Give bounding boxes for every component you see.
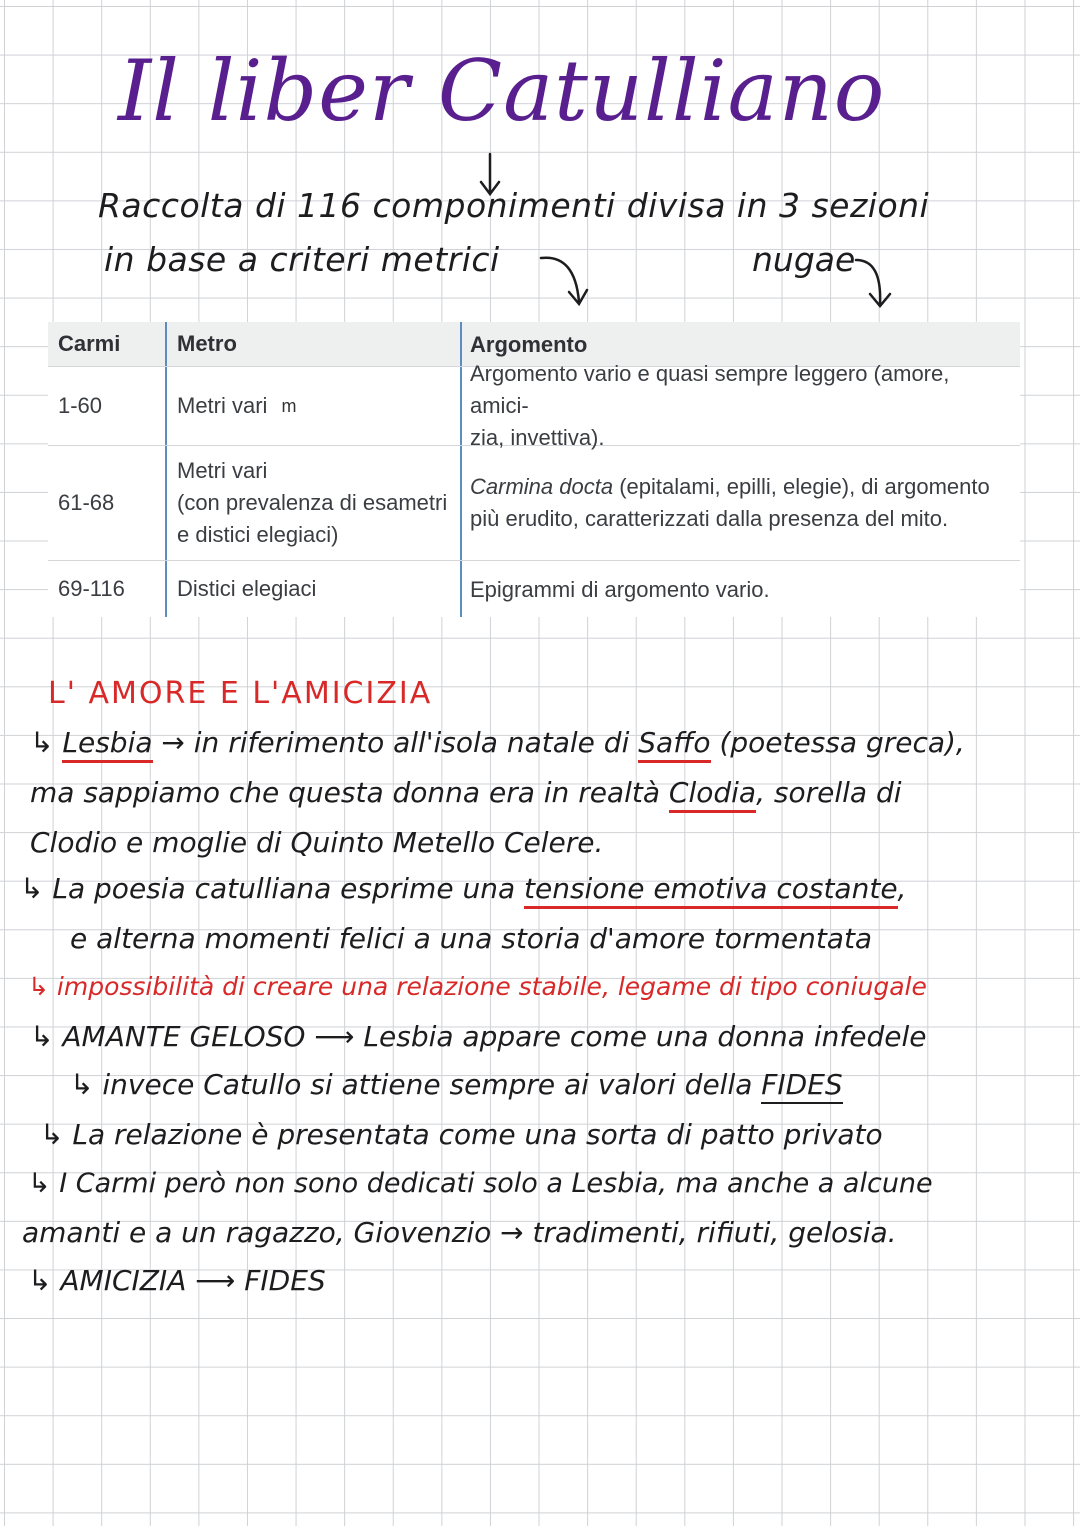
metro-line: Metri vari	[177, 458, 268, 483]
keyword-tensione: tensione emotiva costante	[524, 872, 898, 909]
keyword-lesbia: Lesbia	[62, 726, 152, 763]
note-line: e alterna momenti felici a una storia d'amore tormentata	[70, 922, 873, 955]
note-text: I Carmi però non sono dedicati solo a Lesbia, ma anche a alcune	[59, 1168, 933, 1199]
note-line	[28, 972, 927, 1001]
note-line	[70, 1068, 843, 1101]
note-line	[30, 726, 965, 759]
m-mark-icon: m	[281, 395, 297, 416]
note-text: ,	[897, 872, 907, 905]
cell-carmi: 69-116	[58, 576, 125, 601]
section-heading: L' AMORE E L'AMICIZIA	[48, 676, 433, 711]
hook-arrow-icon: ↳	[28, 972, 49, 1001]
note-line: Clodio e moglie di Quinto Metello Celere.	[30, 826, 604, 859]
cell-metro	[165, 367, 460, 445]
cell-metro	[165, 446, 460, 560]
metro-line: e distici elegiaci)	[177, 522, 339, 547]
note-line	[20, 872, 906, 905]
note-line	[40, 1118, 883, 1151]
hook-arrow-icon: ↳	[28, 1168, 51, 1199]
argomento-line: Argomento vario e quasi sempre leggero (amore, amici-	[470, 361, 950, 418]
cell-carmi: 61-68	[58, 490, 115, 515]
intro-note-nugae: nugae	[752, 240, 856, 279]
note-text: impossibilità di creare una relazione stabile, legame di tipo coniugale	[56, 972, 927, 1001]
curved-arrow-icon	[535, 250, 591, 312]
argomento-rest: (epitalami, epilli, elegie), di argomento	[613, 474, 990, 499]
header-metro: Metro	[165, 322, 460, 366]
argomento-emph: Carmina docta	[470, 474, 614, 499]
note-text: → in riferimento all'isola natale di	[152, 726, 639, 759]
note-line	[28, 1168, 933, 1199]
keyword-saffo: Saffo	[638, 726, 710, 763]
hook-arrow-icon: ↳	[20, 872, 44, 905]
note-line	[30, 1020, 926, 1053]
note-text: (poetessa greca),	[710, 726, 965, 759]
note-text: La relazione è presentata come una sorta di patto privato	[72, 1118, 883, 1151]
argomento-line	[470, 471, 990, 503]
cell-argomento	[460, 361, 1020, 450]
note-line	[30, 776, 902, 809]
table-row	[48, 446, 1020, 561]
note-text: La poesia catulliana esprime una	[52, 872, 524, 905]
note-text: invece Catullo si attiene sempre ai valori della	[102, 1068, 762, 1101]
table-row	[48, 561, 1020, 617]
argomento-line: zia, invettiva).	[470, 425, 605, 450]
cell-carmi: 1-60	[58, 393, 103, 418]
hook-arrow-icon: ↳	[28, 1264, 52, 1297]
curved-arrow-icon	[852, 254, 896, 312]
table-row	[48, 361, 1020, 450]
keyword-fides: FIDES	[761, 1068, 842, 1104]
hook-arrow-icon: ↳	[70, 1068, 94, 1101]
hook-arrow-icon: ↳	[30, 726, 54, 759]
note-text: ma sappiamo che questa donna era in realtà	[30, 776, 669, 809]
header-argomento: Argomento	[460, 322, 1020, 366]
metro-text: Metri vari	[177, 393, 268, 418]
argomento-line: più erudito, caratterizzati dalla presenza del mito.	[470, 506, 949, 531]
intro-line-2: in base a criteri metrici	[104, 240, 500, 279]
page-title: Il liber Catulliano	[118, 42, 886, 140]
hook-arrow-icon: ↳	[30, 1020, 54, 1053]
hook-arrow-icon: ↳	[40, 1118, 64, 1151]
cell-metro: Distici elegiaci	[165, 561, 460, 617]
metro-line: (con prevalenza di esametri	[177, 490, 448, 515]
intro-line-1: Raccolta di 116 componimenti divisa in 3 sezioni	[98, 186, 930, 225]
carmi-table	[48, 322, 1020, 617]
keyword-clodia: Clodia	[669, 776, 756, 813]
header-carmi: Carmi	[58, 331, 121, 356]
note-line: amanti e a un ragazzo, Giovenzio → tradimenti, rifiuti, gelosia.	[22, 1216, 897, 1249]
cell-argomento	[460, 446, 1020, 560]
note-text: , sorella di	[756, 776, 902, 809]
cell-argomento: Epigrammi di argomento vario.	[460, 561, 1020, 617]
note-text: AMANTE GELOSO ⟶ Lesbia appare come una donna infedele	[62, 1020, 927, 1053]
note-line	[28, 1264, 326, 1297]
note-text: AMICIZIA ⟶ FIDES	[60, 1264, 326, 1297]
